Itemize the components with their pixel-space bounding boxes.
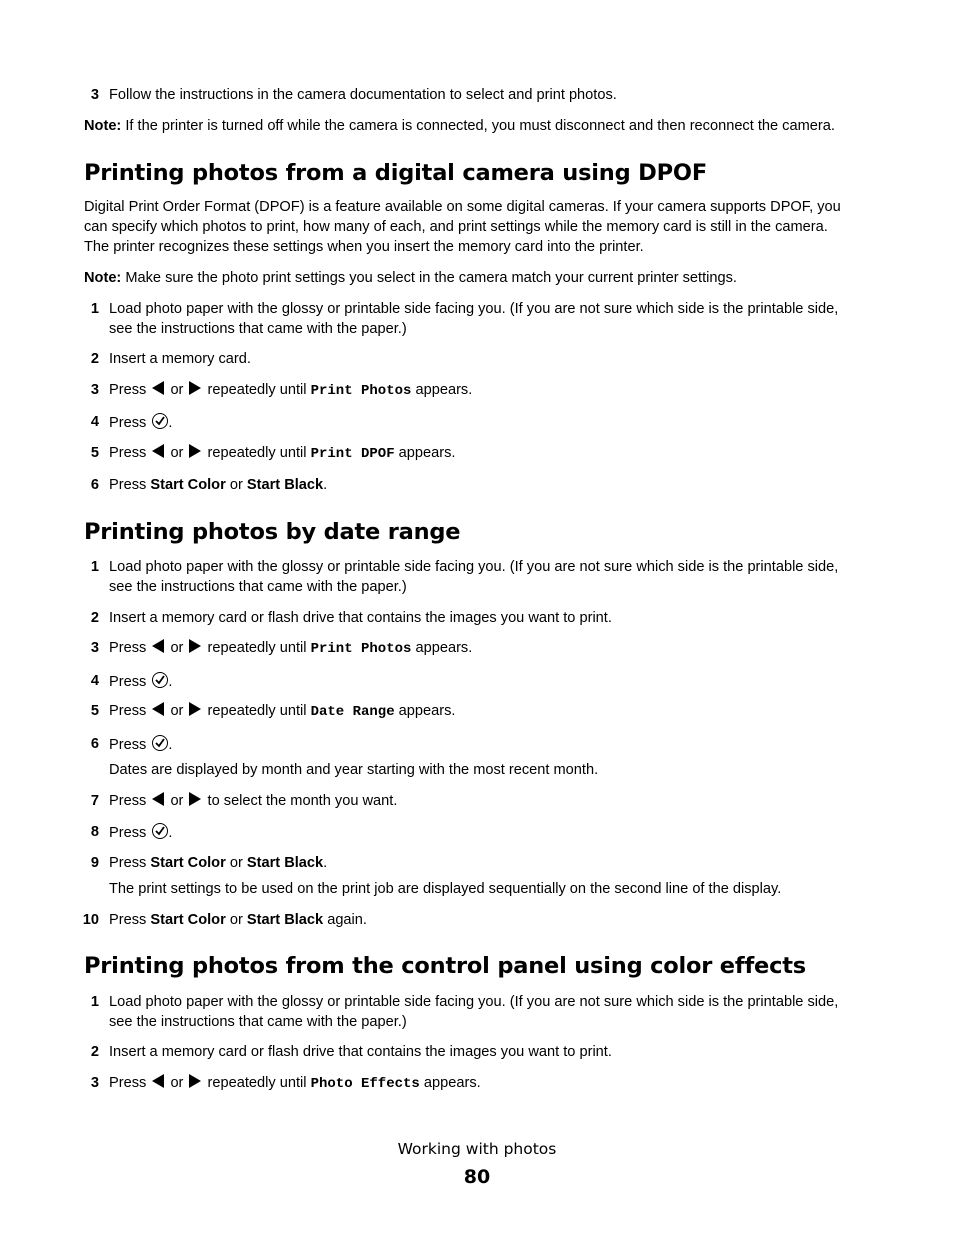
step-number: 3 (90, 382, 99, 398)
note-label: Note: (84, 270, 122, 286)
or-word: or (229, 912, 243, 928)
button-name-start-black: Start Black (246, 477, 324, 493)
display-text-code: Date Range (310, 704, 395, 720)
step-number: 6 (90, 477, 99, 493)
step-end-text: appears. (415, 640, 473, 656)
press-word: Press (109, 477, 147, 493)
press-word: Press (109, 640, 147, 656)
press-word: Press (109, 703, 147, 719)
button-name-start-black: Start Black (246, 912, 324, 928)
checkmark-select-icon (152, 413, 168, 429)
step-text (109, 300, 879, 339)
step-number: 3 (90, 87, 99, 103)
press-word: Press (109, 674, 147, 690)
or-word: or (170, 382, 184, 398)
checkmark-select-icon (152, 672, 168, 688)
step-text (109, 911, 879, 931)
right-arrow-icon (189, 639, 201, 653)
note-text: Make sure the photo print settings you select in the camera match your current printer settings. (125, 270, 737, 286)
step-end-text: appears. (398, 703, 456, 719)
or-word: or (170, 793, 184, 809)
intro-note (84, 117, 884, 137)
step-number: 1 (90, 301, 99, 317)
step-number: 8 (90, 824, 99, 840)
or-word: or (170, 1075, 184, 1091)
period: . (323, 855, 328, 871)
display-text-code: Photo Effects (310, 1076, 420, 1092)
step-end-text: appears. (423, 1075, 481, 1091)
right-arrow-icon (189, 792, 201, 806)
step-end-text: again. (327, 912, 367, 928)
step-number: 4 (90, 414, 99, 430)
dpof-paragraph-line-2: can specify which photos to print, how many of each, and print settings while the memory card is still in the camera. (84, 219, 828, 235)
step-text: Insert a memory card or flash drive that contains the images you want to print. (109, 1044, 612, 1060)
step-line-2: see the instructions that came with the paper.) (109, 320, 407, 337)
step-number: 10 (82, 912, 99, 928)
step-mid-text: repeatedly until (207, 703, 307, 719)
dpof-paragraph-line-3: The printer recognizes these settings when you insert the memory card into the printer. (84, 239, 644, 255)
step-mid-text: repeatedly until (207, 640, 307, 656)
left-arrow-icon (152, 639, 164, 653)
step-text (109, 672, 879, 693)
step-end-text: to select the month you want. (207, 793, 398, 809)
step-number: 2 (90, 1044, 99, 1060)
period: . (168, 674, 173, 690)
step-text (109, 735, 879, 756)
step-text: Insert a memory card. (109, 351, 251, 367)
step-line-1: Load photo paper with the glossy or printable side facing you. (If you are not sure which side is the printable side, (109, 994, 839, 1010)
step-text (109, 823, 879, 844)
display-text-code: Print DPOF (310, 446, 395, 462)
period: . (168, 825, 173, 841)
step-text (109, 381, 879, 402)
button-name-start-color: Start Color (150, 855, 226, 871)
left-arrow-icon (152, 444, 164, 458)
left-arrow-icon (152, 381, 164, 395)
button-name-start-black: Start Black (246, 855, 324, 871)
left-arrow-icon (152, 792, 164, 806)
or-word: or (170, 640, 184, 656)
step-line-1: Load photo paper with the glossy or printable side facing you. (If you are not sure which side is the printable side, (109, 301, 839, 317)
press-word: Press (109, 912, 147, 928)
step-mid-text: repeatedly until (207, 445, 307, 461)
step-end-text: appears. (415, 382, 473, 398)
note-text: If the printer is turned off while the camera is connected, you must disconnect and then reconnect the camera. (125, 118, 835, 134)
step-line-2: see the instructions that came with the paper.) (109, 1013, 407, 1030)
left-arrow-icon (152, 1074, 164, 1088)
step-line-2: see the instructions that came with the paper.) (109, 578, 407, 595)
period: . (168, 415, 173, 431)
step-number: 6 (90, 736, 99, 752)
dpof-paragraph-line-1: Digital Print Order Format (DPOF) is a feature available on some digital cameras. If your camera supports DPOF, you (84, 199, 841, 215)
step-number: 1 (90, 994, 99, 1010)
display-text-code: Print Photos (310, 383, 412, 399)
step-number: 3 (90, 1075, 99, 1091)
step-text (109, 444, 879, 465)
step-text (109, 854, 879, 874)
checkmark-select-icon (152, 823, 168, 839)
button-name-start-color: Start Color (150, 477, 226, 493)
footer-section-title: Working with photos (397, 1140, 557, 1158)
or-word: or (229, 477, 243, 493)
right-arrow-icon (189, 1074, 201, 1088)
step-result-text: Dates are displayed by month and year starting with the most recent month. (109, 762, 599, 778)
or-word: or (170, 703, 184, 719)
display-text-code: Print Photos (310, 641, 412, 657)
or-word: or (170, 445, 184, 461)
page-number: 80 (463, 1166, 491, 1188)
period: . (168, 737, 173, 753)
right-arrow-icon (189, 444, 201, 458)
step-number: 4 (90, 673, 99, 689)
step-text: Follow the instructions in the camera documentation to select and print photos. (109, 87, 617, 103)
press-word: Press (109, 445, 147, 461)
press-word: Press (109, 855, 147, 871)
right-arrow-icon (189, 702, 201, 716)
press-word: Press (109, 415, 147, 431)
step-text (109, 558, 879, 597)
heading-date-range: Printing photos by date range (84, 519, 461, 545)
step-line-1: Load photo paper with the glossy or printable side facing you. (If you are not sure which side is the printable side, (109, 559, 839, 575)
left-arrow-icon (152, 702, 164, 716)
button-name-start-color: Start Color (150, 912, 226, 928)
step-text (109, 476, 879, 496)
step-number: 3 (90, 640, 99, 656)
period: . (323, 477, 328, 493)
press-word: Press (109, 737, 147, 753)
step-result-text: The print settings to be used on the print job are displayed sequentially on the second line of the display. (109, 881, 782, 897)
step-number: 7 (90, 793, 99, 809)
step-text (109, 993, 879, 1032)
step-text (109, 413, 879, 434)
step-number: 5 (90, 703, 99, 719)
step-mid-text: repeatedly until (207, 1075, 307, 1091)
right-arrow-icon (189, 381, 201, 395)
note-label: Note: (84, 118, 122, 134)
heading-dpof: Printing photos from a digital camera using DPOF (84, 160, 708, 186)
step-number: 5 (90, 445, 99, 461)
step-number: 1 (90, 559, 99, 575)
heading-color-effects: Printing photos from the control panel using color effects (84, 953, 806, 979)
step-text (109, 702, 879, 723)
press-word: Press (109, 1075, 147, 1091)
step-text (109, 792, 879, 812)
step-number: 9 (90, 855, 99, 871)
step-text: Insert a memory card or flash drive that contains the images you want to print. (109, 610, 612, 626)
checkmark-select-icon (152, 735, 168, 751)
press-word: Press (109, 382, 147, 398)
step-text (109, 639, 879, 660)
dpof-note (84, 269, 884, 289)
step-mid-text: repeatedly until (207, 382, 307, 398)
step-number: 2 (90, 610, 99, 626)
step-number: 2 (90, 351, 99, 367)
or-word: or (229, 855, 243, 871)
step-end-text: appears. (398, 445, 456, 461)
step-text (109, 1074, 879, 1095)
press-word: Press (109, 825, 147, 841)
press-word: Press (109, 793, 147, 809)
